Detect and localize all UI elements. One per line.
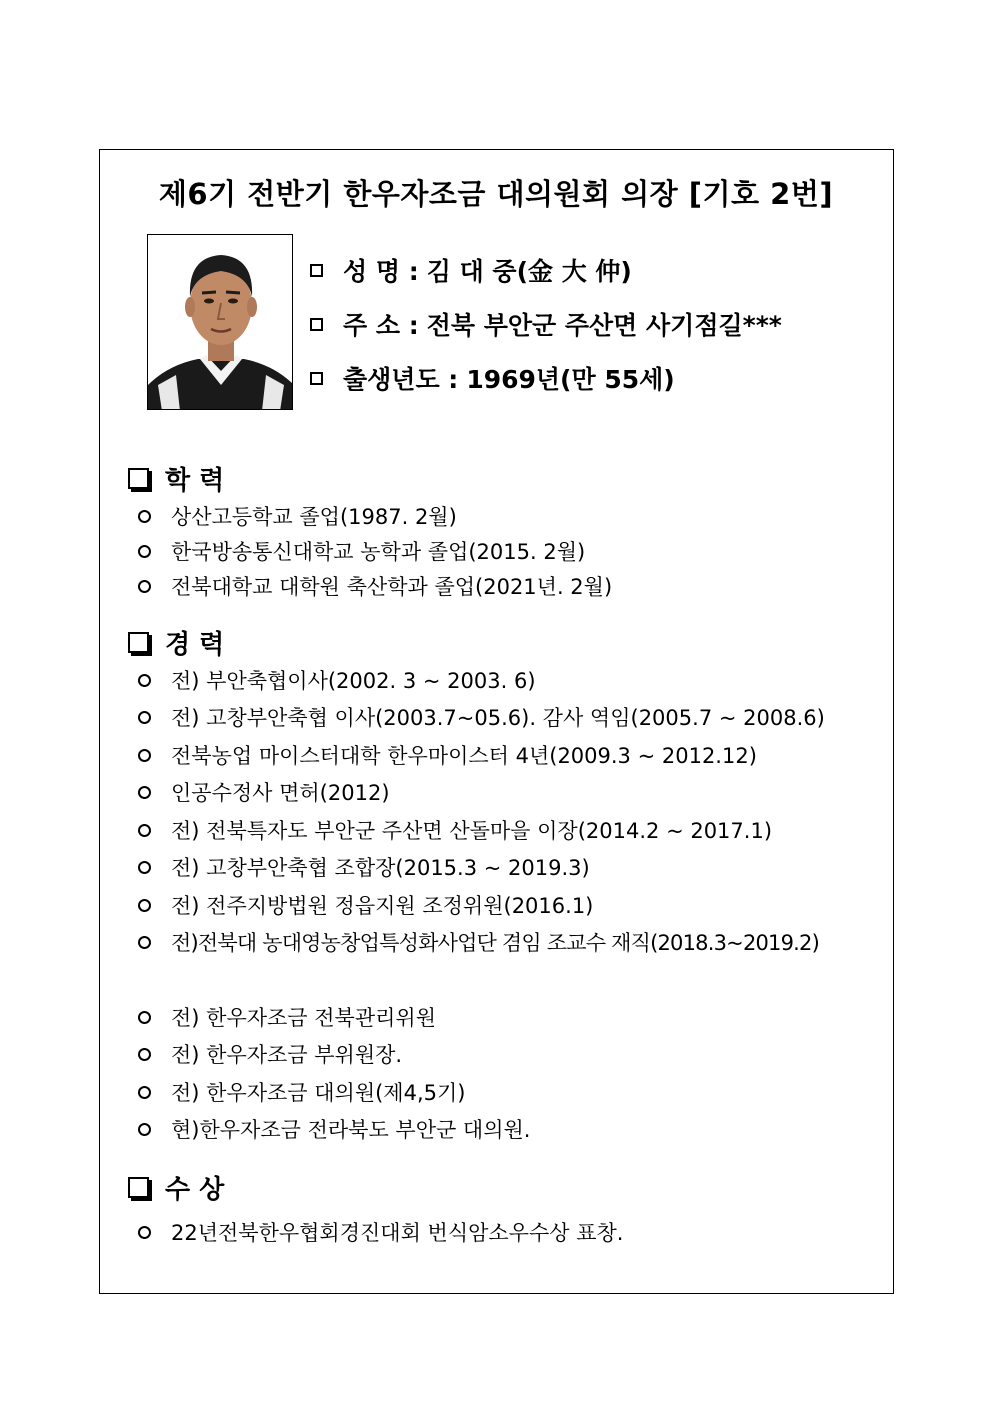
list-item-text: 전)전북대 농대영농창업특성화사업단 겸임 조교수 재직(2018.3~2019.2) <box>171 931 820 955</box>
education-heading-text: 학 력 <box>165 466 225 496</box>
list-item-text: 현)한우자조금 전라북도 부안군 대의원. <box>171 1118 531 1142</box>
bullet-circle-icon <box>138 1123 151 1136</box>
list-item <box>138 1077 465 1107</box>
bullet-circle-icon <box>138 936 151 949</box>
list-item-text: 전) 한우자조금 부위원장. <box>171 1043 403 1067</box>
list-item-text: 전) 고창부안축협 조합장(2015.3 ~ 2019.3) <box>171 856 590 880</box>
name-row <box>310 252 632 288</box>
portrait-image <box>148 235 293 410</box>
list-item-text: 전) 전북특자도 부안군 주산면 산돌마을 이장(2014.2 ~ 2017.1) <box>171 819 773 843</box>
list-item-text: 한국방송통신대학교 농학과 졸업(2015. 2월) <box>171 540 586 564</box>
list-item <box>138 1002 436 1032</box>
bullet-circle-icon <box>138 1226 151 1239</box>
list-item <box>138 536 585 566</box>
profile-photo <box>147 234 293 410</box>
list-item <box>138 1217 623 1247</box>
bullet-circle-icon <box>138 749 151 762</box>
bullet-circle-icon <box>138 1048 151 1061</box>
awards-heading <box>128 1169 224 1206</box>
list-item-text: 22년전북한우협회경진대회 번식암소우수상 표창. <box>171 1221 624 1245</box>
list-item <box>138 571 612 601</box>
education-heading <box>128 460 224 497</box>
list-item-text: 전) 한우자조금 대의원(제4,5기) <box>171 1081 466 1105</box>
list-item-text: 상산고등학교 졸업(1987. 2월) <box>171 505 457 529</box>
section-square-icon <box>128 632 149 653</box>
bullet-circle-icon <box>138 580 151 593</box>
section-square-icon <box>128 468 149 489</box>
list-item-text: 전) 부안축협이사(2002. 3 ~ 2003. 6) <box>171 669 536 693</box>
list-item <box>138 815 772 845</box>
list-item-text: 전) 한우자조금 전북관리위원 <box>171 1006 436 1030</box>
list-item <box>138 702 825 732</box>
awards-heading-text: 수 상 <box>165 1175 225 1205</box>
list-item <box>138 740 757 770</box>
bullet-circle-icon <box>138 1011 151 1024</box>
bullet-circle-icon <box>138 786 151 799</box>
list-item <box>138 501 457 531</box>
list-item-text: 인공수정사 면허(2012) <box>171 781 390 805</box>
address-label: 주 소 : <box>343 311 419 340</box>
list-item <box>138 890 593 920</box>
address-value: 전북 부안군 주산면 사기점길*** <box>426 311 782 340</box>
list-item <box>138 852 590 882</box>
checkbox-square-icon <box>310 264 323 277</box>
address-row <box>310 306 782 342</box>
career-heading-text: 경 력 <box>165 630 225 660</box>
list-item-text: 전북대학교 대학원 축산학과 졸업(2021년. 2월) <box>171 575 613 599</box>
bullet-circle-icon <box>138 824 151 837</box>
list-item <box>138 1039 402 1069</box>
list-item-text: 전북농업 마이스터대학 한우마이스터 4년(2009.3 ~ 2012.12) <box>171 744 757 768</box>
bullet-circle-icon <box>138 711 151 724</box>
bullet-circle-icon <box>138 545 151 558</box>
section-square-icon <box>128 1177 149 1198</box>
bullet-circle-icon <box>138 510 151 523</box>
list-item <box>138 1114 530 1144</box>
checkbox-square-icon <box>310 372 323 385</box>
birth-row <box>310 360 675 396</box>
bullet-circle-icon <box>138 674 151 687</box>
list-item-text: 전) 전주지방법원 정읍지원 조정위원(2016.1) <box>171 894 594 918</box>
list-item <box>138 665 536 695</box>
list-item <box>138 777 390 807</box>
checkbox-square-icon <box>310 318 323 331</box>
name-value: 김 대 중(金 大 仲) <box>426 257 632 286</box>
birth-label: 출생년도 : <box>343 365 459 394</box>
page-title: 제6기 전반기 한우자조금 대의원회 의장 [기호 2번] <box>158 177 834 211</box>
bullet-circle-icon <box>138 1086 151 1099</box>
birth-value: 1969년(만 55세) <box>466 365 675 394</box>
bullet-circle-icon <box>138 899 151 912</box>
bullet-circle-icon <box>138 861 151 874</box>
list-item-text: 전) 고창부안축협 이사(2003.7~05.6). 감사 역임(2005.7 ~ 2008.6) <box>171 706 825 730</box>
career-heading <box>128 624 224 661</box>
name-label: 성 명 : <box>343 257 419 286</box>
list-item <box>138 927 819 957</box>
